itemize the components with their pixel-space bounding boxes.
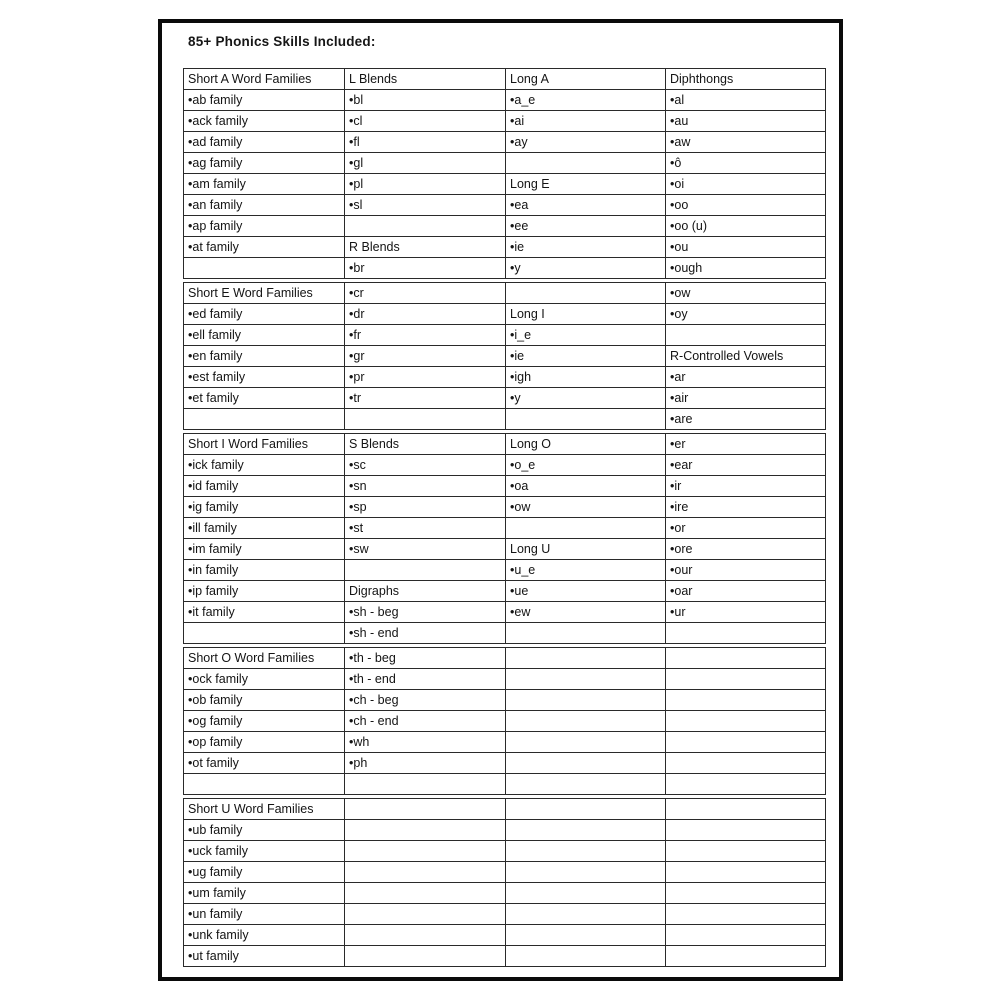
skill-cell: •u_e [506,560,666,581]
phonics-table-band-1 [183,68,826,279]
table-row [184,560,826,581]
section-header-cell: Short O Word Families [184,648,345,669]
section-header-cell: Short I Word Families [184,434,345,455]
column-header-cell: Diphthongs [666,69,826,90]
skill-cell: •oa [506,476,666,497]
table-row [184,409,826,430]
column-header-cell: Long A [506,69,666,90]
skill-cell: •ore [666,539,826,560]
skill-cell: •ch - end [345,711,506,732]
skill-cell: •ie [506,237,666,258]
table-row [184,388,826,409]
skill-cell: •fl [345,132,506,153]
skill-cell: •st [345,518,506,539]
skill-cell: •ag family [184,153,345,174]
table-cell-empty [506,774,666,795]
column-header-cell: L Blends [345,69,506,90]
table-cell-empty [666,623,826,644]
table-row [184,283,826,304]
table-row [184,304,826,325]
skill-cell: •are [666,409,826,430]
table-row [184,862,826,883]
skill-cell: •ee [506,216,666,237]
skill-cell: •ack family [184,111,345,132]
table-row [184,648,826,669]
skill-cell: •ch - beg [345,690,506,711]
table-cell-empty [506,946,666,967]
table-row [184,216,826,237]
table-cell-empty [345,799,506,820]
skill-cell: •sc [345,455,506,476]
skill-cell: •uck family [184,841,345,862]
skill-cell: •or [666,518,826,539]
skill-cell: •ou [666,237,826,258]
skill-cell: •oo [666,195,826,216]
table-cell-empty [666,690,826,711]
skill-cell: •ir [666,476,826,497]
skill-cell: •tr [345,388,506,409]
table-row [184,476,826,497]
page-title: 85+ Phonics Skills Included: [188,34,376,49]
table-cell-empty [506,623,666,644]
table-cell-empty [345,820,506,841]
skill-cell: •al [666,90,826,111]
table-cell-empty [506,690,666,711]
table-row [184,237,826,258]
skill-cell: •our [666,560,826,581]
table-cell-empty [345,925,506,946]
table-cell-empty [666,862,826,883]
table-row [184,434,826,455]
skill-cell: •ar [666,367,826,388]
table-cell-empty [506,732,666,753]
table-row [184,539,826,560]
skill-cell: •ut family [184,946,345,967]
table-row [184,518,826,539]
skill-cell: •ay [506,132,666,153]
skill-cell: •sl [345,195,506,216]
skill-cell: •ire [666,497,826,518]
skill-cell: •ô [666,153,826,174]
table-cell-empty [506,862,666,883]
section-header-cell: Long I [506,304,666,325]
table-row [184,455,826,476]
table-row [184,904,826,925]
skill-cell: •im family [184,539,345,560]
skill-cell: •sh - beg [345,602,506,623]
table-row [184,346,826,367]
section-header-cell: Short E Word Families [184,283,345,304]
skill-cell: •unk family [184,925,345,946]
skill-cell: •am family [184,174,345,195]
table-row [184,753,826,774]
table-cell-empty [666,799,826,820]
skill-cell: •th - end [345,669,506,690]
skill-cell: •pr [345,367,506,388]
table-cell-empty [666,925,826,946]
skill-cell: •ue [506,581,666,602]
skill-cell: •a_e [506,90,666,111]
skill-cell: •cl [345,111,506,132]
table-cell-empty [345,560,506,581]
section-header-cell: Long O [506,434,666,455]
skill-cell: •sh - end [345,623,506,644]
skill-cell: •ed family [184,304,345,325]
table-row [184,669,826,690]
skill-cell: •oar [666,581,826,602]
table-row [184,325,826,346]
table-cell-empty [666,841,826,862]
table-cell-empty [506,841,666,862]
table-cell-empty [666,946,826,967]
table-cell-empty [184,409,345,430]
table-cell-empty [506,711,666,732]
skill-cell: •oo (u) [666,216,826,237]
skill-cell: •th - beg [345,648,506,669]
phonics-table-band-5 [183,798,826,967]
skill-cell: •wh [345,732,506,753]
skill-cell: •ear [666,455,826,476]
skill-cell: •ub family [184,820,345,841]
table-cell-empty [506,799,666,820]
table-cell-empty [506,669,666,690]
table-cell-empty [506,820,666,841]
table-cell-empty [666,669,826,690]
skill-cell: •ea [506,195,666,216]
section-header-cell: Long E [506,174,666,195]
skill-cell: •bl [345,90,506,111]
table-cell-empty [506,904,666,925]
table-row [184,69,826,90]
table-cell-empty [506,753,666,774]
skill-cell: •an family [184,195,345,216]
skill-cell: •ip family [184,581,345,602]
skill-cell: •en family [184,346,345,367]
skill-cell: •er [666,434,826,455]
table-cell-empty [506,648,666,669]
skill-cell: •est family [184,367,345,388]
table-row [184,111,826,132]
skill-cell: •ab family [184,90,345,111]
table-row [184,925,826,946]
skill-cell: •ad family [184,132,345,153]
phonics-table-band-4 [183,647,826,795]
table-cell-empty [345,841,506,862]
section-header-cell: S Blends [345,434,506,455]
table-cell-empty [345,883,506,904]
skill-cell: •ph [345,753,506,774]
skill-cell: •ough [666,258,826,279]
table-row [184,623,826,644]
skill-cell: •og family [184,711,345,732]
table-cell-empty [345,409,506,430]
table-row [184,820,826,841]
skill-cell: •air [666,388,826,409]
skill-cell: •igh [506,367,666,388]
table-cell-empty [345,774,506,795]
section-header-cell: R Blends [345,237,506,258]
skill-cell: •oy [666,304,826,325]
phonics-skills-table [183,68,827,967]
skill-cell: •sw [345,539,506,560]
table-cell-empty [184,623,345,644]
table-cell-empty [666,753,826,774]
skill-cell: •sp [345,497,506,518]
skill-cell: •au [666,111,826,132]
table-row [184,195,826,216]
skill-cell: •gl [345,153,506,174]
table-row [184,174,826,195]
skill-cell: •et family [184,388,345,409]
skill-cell: •gr [345,346,506,367]
skill-cell: •ot family [184,753,345,774]
table-row [184,841,826,862]
skill-cell: •ell family [184,325,345,346]
column-header-cell: Short A Word Families [184,69,345,90]
section-header-cell: Digraphs [345,581,506,602]
table-cell-empty [506,925,666,946]
skill-cell: •un family [184,904,345,925]
document-frame [158,19,843,981]
skill-cell: •id family [184,476,345,497]
skill-cell: •ock family [184,669,345,690]
table-cell-empty [506,883,666,904]
skill-cell: •ai [506,111,666,132]
skill-cell: •ew [506,602,666,623]
skill-cell: •ie [506,346,666,367]
table-row [184,153,826,174]
skill-cell: •ow [666,283,826,304]
skill-cell: •dr [345,304,506,325]
skill-cell: •um family [184,883,345,904]
table-cell-empty [506,153,666,174]
table-cell-empty [184,258,345,279]
table-row [184,132,826,153]
skill-cell: •br [345,258,506,279]
table-cell-empty [506,518,666,539]
table-cell-empty [345,904,506,925]
skill-cell: •fr [345,325,506,346]
skill-cell: •ow [506,497,666,518]
skill-cell: •ob family [184,690,345,711]
skill-cell: •ig family [184,497,345,518]
table-cell-empty [345,216,506,237]
table-cell-empty [345,946,506,967]
table-row [184,946,826,967]
table-cell-empty [345,862,506,883]
section-header-cell: Short U Word Families [184,799,345,820]
skill-cell: •ap family [184,216,345,237]
table-row [184,581,826,602]
skill-cell: •y [506,258,666,279]
table-cell-empty [666,820,826,841]
table-row [184,711,826,732]
table-row [184,497,826,518]
table-cell-empty [666,711,826,732]
skill-cell: •y [506,388,666,409]
section-header-cell: R-Controlled Vowels [666,346,826,367]
table-row [184,774,826,795]
skill-cell: •sn [345,476,506,497]
table-cell-empty [666,883,826,904]
skill-cell: •oi [666,174,826,195]
table-cell-empty [506,283,666,304]
skill-cell: •ick family [184,455,345,476]
skill-cell: •o_e [506,455,666,476]
skill-cell: •i_e [506,325,666,346]
table-cell-empty [666,325,826,346]
skill-cell: •at family [184,237,345,258]
section-header-cell: Long U [506,539,666,560]
table-row [184,732,826,753]
phonics-table-band-2 [183,282,826,430]
table-row [184,258,826,279]
table-row [184,690,826,711]
table-row [184,602,826,623]
skill-cell: •it family [184,602,345,623]
skill-cell: •ill family [184,518,345,539]
skill-cell: •in family [184,560,345,581]
table-row [184,90,826,111]
table-row [184,883,826,904]
table-cell-empty [666,648,826,669]
table-row [184,799,826,820]
skill-cell: •ur [666,602,826,623]
skill-cell: •cr [345,283,506,304]
phonics-table-band-3 [183,433,826,644]
skill-cell: •op family [184,732,345,753]
table-cell-empty [666,904,826,925]
table-cell-empty [666,732,826,753]
table-cell-empty [184,774,345,795]
skill-cell: •ug family [184,862,345,883]
skill-cell: •pl [345,174,506,195]
table-row [184,367,826,388]
skill-cell: •aw [666,132,826,153]
table-cell-empty [506,409,666,430]
table-cell-empty [666,774,826,795]
